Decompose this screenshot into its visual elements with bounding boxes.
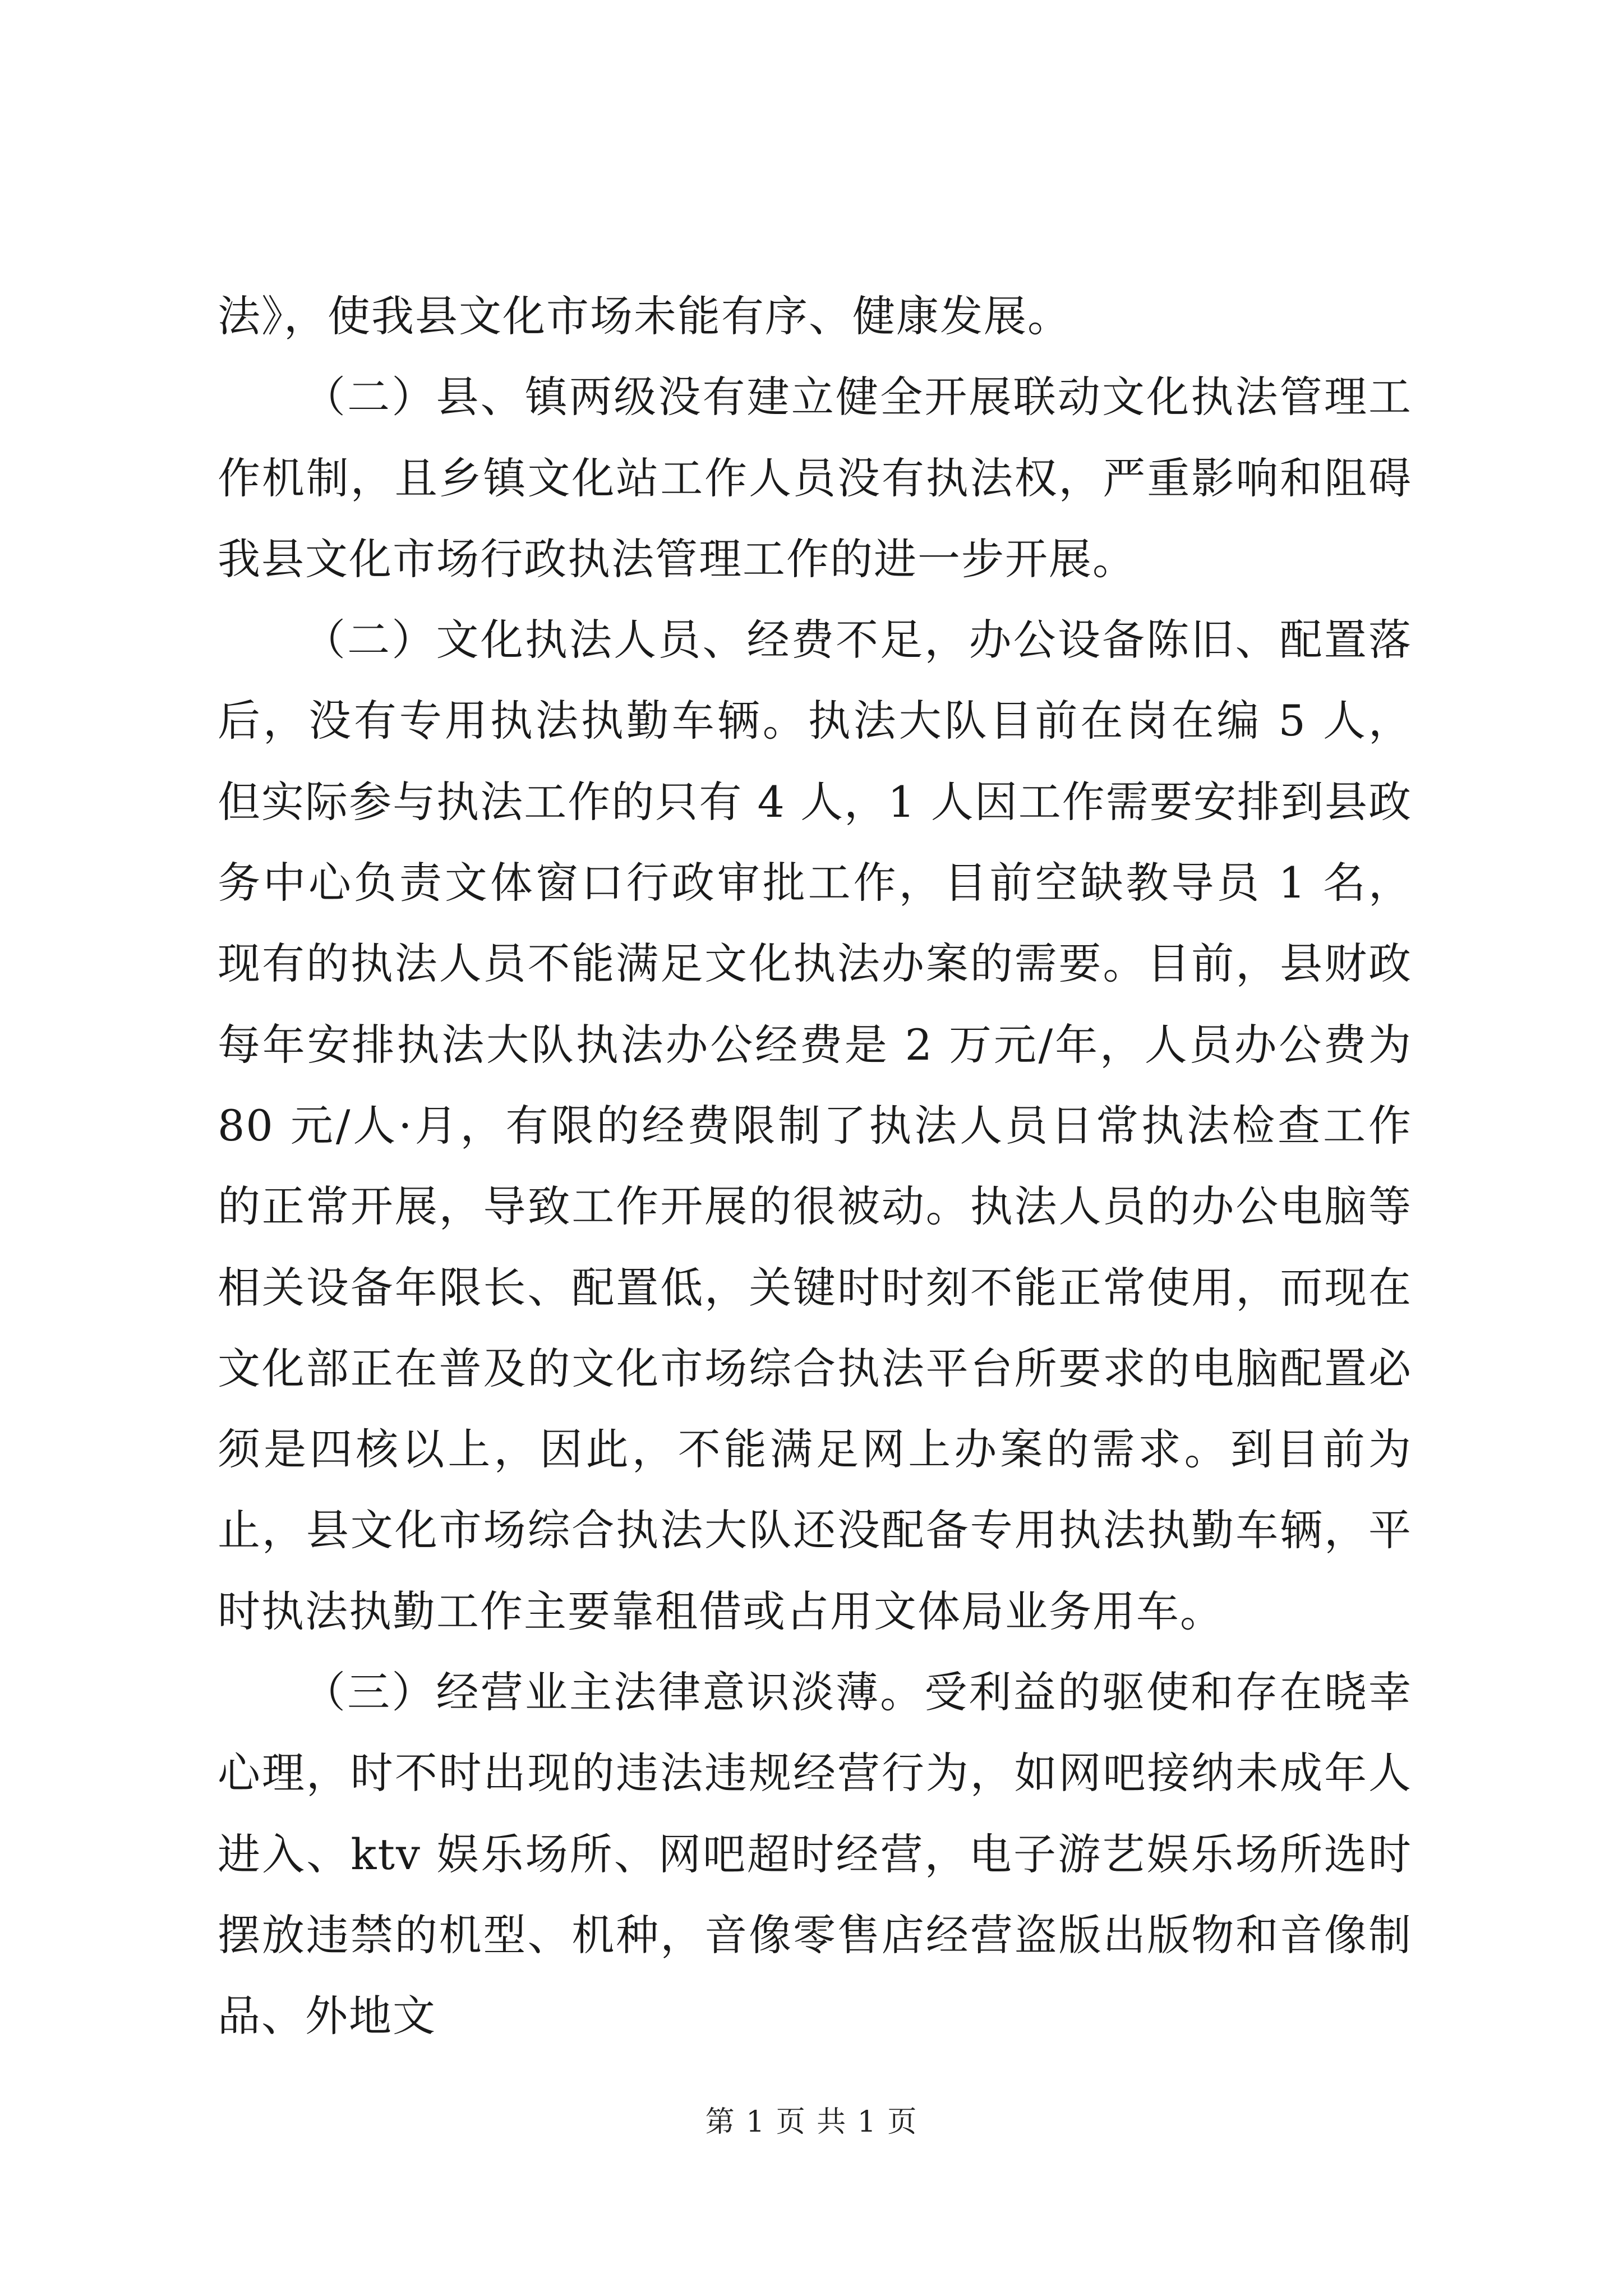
paragraph-section-2a: （二）县、镇两级没有建立健全开展联动文化执法管理工作机制，且乡镇文化站工作人员没有执法权，严重影响和阻碍我县文化市场行政执法管理工作的进一步开展。 — [218, 372, 1412, 584]
paragraph-section-2b: （二）文化执法人员、经费不足，办公设备陈旧、配置落后，没有专用执法执勤车辆。执法大队目前在岗在编 5 人，但实际参与执法工作的只有 4 人，1 人因工作需要安排到县政务中心负责文体窗口行政审批工作，目前空缺教导员 1 名，现有的执法人员不能满足文化执法办案的需要。目前，县财政每年安排执法大队执法办公经费是 2 万元/年，人员办公费为 80 元/人·月，有限的经费限制了执法人员日常执法检查工作的正常开展，导致工作开展的很被动。执法人员的办公电脑等相关设备年限长、配置低，关键时时刻不能正常使用，而现在文化部正在普及的文化市场综合执法平台所要求的电脑配置必须是四核以上，因此，不能满足网上办案的需求。到目前为止，县文化市场综合执法大队还没配备专用执法执勤车辆，平时执法执勤工作主要靠租借或占用文体局业务用车。 — [218, 615, 1412, 1636]
document-body — [218, 276, 1412, 2057]
page-footer: 第 1 页 共 1 页 — [705, 2105, 918, 2139]
paragraph-section-3: （三）经营业主法律意识淡薄。受利益的驱使和存在晓幸心理，时不时出现的违法违规经营行为，如网吧接纳未成年人进入、ktv 娱乐场所、网吧超时经营，电子游艺娱乐场所选时摆放违禁的机型、机种，音像零售店经营盗版出版物和音像制品、外地文 — [218, 1667, 1412, 2041]
paragraph-continuation: 法》，使我县文化市场未能有序、健康发展。 — [218, 291, 1071, 341]
